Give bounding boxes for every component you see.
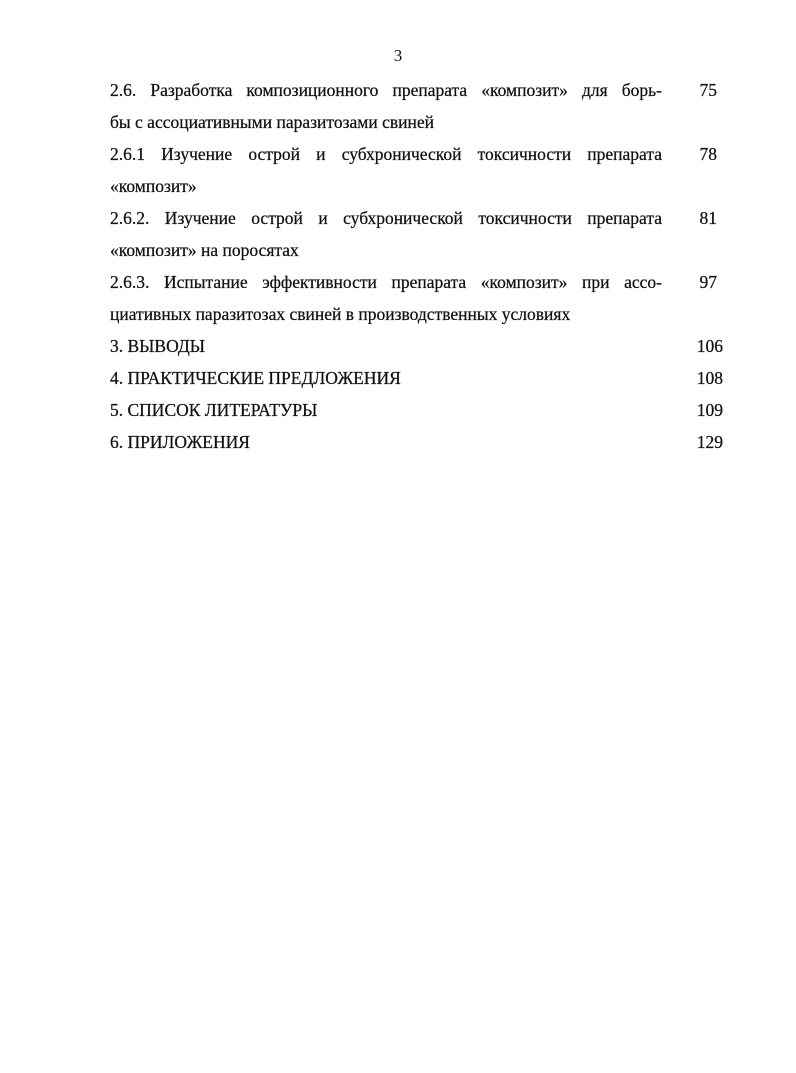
toc-entry-title <box>110 266 662 330</box>
toc-entry-title <box>110 426 662 458</box>
toc-entry-page: 81 <box>699 208 717 228</box>
toc-entry-practical-proposals <box>110 362 723 394</box>
toc-entry-page: 78 <box>699 144 717 164</box>
toc-entry-2-6 <box>110 74 723 138</box>
toc-entry-line: бы с ассоциативными паразитозами свиней <box>110 112 434 132</box>
table-of-contents <box>110 74 723 458</box>
toc-entry-line: 2.6. Разработка композиционного препарата «композит» для борь- <box>110 80 662 100</box>
toc-entry-2-6-2 <box>110 202 723 266</box>
toc-entry-line: 2.6.2. Изучение острой и субхронической токсичности препарата <box>110 208 662 228</box>
toc-entry-page: 106 <box>696 336 723 356</box>
toc-entry-page: 129 <box>696 432 723 452</box>
toc-entry-line: 5. СПИСОК ЛИТЕРАТУРЫ <box>110 400 318 420</box>
toc-entry-conclusions <box>110 330 723 362</box>
toc-entry-page: 108 <box>696 368 723 388</box>
toc-entry-line: 4. ПРАКТИЧЕСКИЕ ПРЕДЛОЖЕНИЯ <box>110 368 401 388</box>
toc-entry-references <box>110 394 723 426</box>
toc-entry-line: 2.6.1 Изучение острой и субхронической токсичности препарата <box>110 144 662 164</box>
toc-entry-line: «композит» на поросятах <box>110 240 299 260</box>
toc-entry-page: 75 <box>699 80 717 100</box>
toc-entry-page: 97 <box>699 272 717 292</box>
toc-entry-2-6-1 <box>110 138 723 202</box>
toc-entry-title <box>110 362 662 394</box>
toc-entry-title <box>110 394 662 426</box>
toc-entry-title <box>110 330 662 362</box>
toc-entry-page: 109 <box>696 400 723 420</box>
toc-entry-title <box>110 202 662 266</box>
toc-entry-line: 3. ВЫВОДЫ <box>110 336 206 356</box>
toc-entry-title <box>110 138 662 202</box>
toc-entry-line: 6. ПРИЛОЖЕНИЯ <box>110 432 250 452</box>
toc-entry-line: циативных паразитозах свиней в производственных условиях <box>110 304 571 324</box>
page-number: 3 <box>393 46 403 65</box>
toc-entry-title <box>110 74 662 138</box>
toc-entry-line: «композит» <box>110 176 197 196</box>
toc-entry-appendices <box>110 426 723 458</box>
toc-entry-2-6-3 <box>110 266 723 330</box>
toc-entry-line: 2.6.3. Испытание эффективности препарата «композит» при ассо- <box>110 272 662 292</box>
